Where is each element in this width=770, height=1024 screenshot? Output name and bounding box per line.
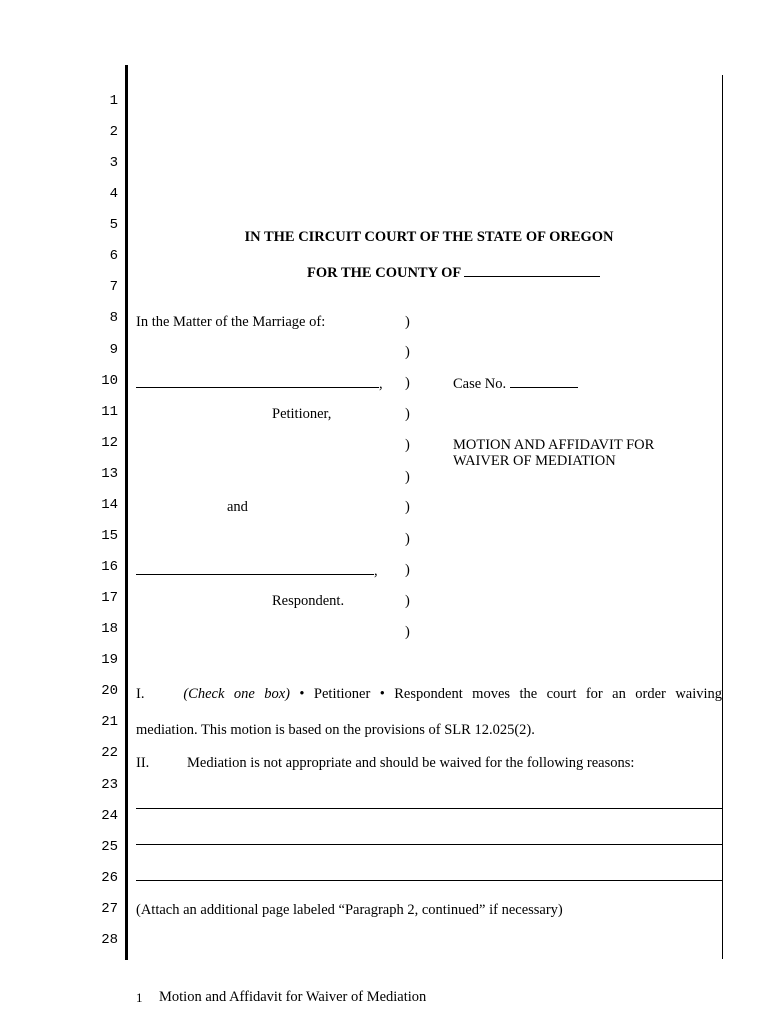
- petitioner-name-blank[interactable]: [136, 375, 379, 388]
- line-number: 16: [101, 559, 118, 576]
- respondent-name-line: [136, 562, 378, 579]
- line-number: 11: [101, 403, 118, 420]
- case-no-label: Case No.: [453, 376, 507, 392]
- court-title: IN THE CIRCUIT COURT OF THE STATE OF OREGON: [244, 229, 614, 245]
- caption-paren: ): [405, 624, 410, 640]
- line-number: 12: [101, 434, 118, 451]
- line-number: 15: [101, 527, 118, 544]
- caption-paren: ): [405, 375, 410, 391]
- line-number: 7: [109, 279, 118, 296]
- line-number: 2: [109, 124, 118, 141]
- line-number: 8: [109, 310, 118, 327]
- caption-paren: ): [405, 531, 410, 547]
- line-number: 28: [101, 931, 118, 948]
- paragraph-1-line1: [136, 686, 722, 702]
- line-number: 27: [101, 900, 118, 917]
- option-petitioner: Petitioner: [313, 686, 371, 702]
- line-number: 10: [101, 372, 118, 389]
- line-number: 23: [101, 776, 118, 793]
- line-number: 24: [101, 807, 118, 824]
- footer-page-number: 1: [136, 990, 143, 1005]
- caption-paren: ): [405, 344, 410, 360]
- case-number-line: [453, 375, 578, 392]
- respondent-label: Respondent.: [272, 593, 345, 609]
- caption-paren: ): [405, 437, 410, 453]
- para1-instruction: (Check one box): [183, 686, 290, 702]
- line-number: 3: [109, 155, 118, 172]
- caption-paren: ): [405, 593, 410, 609]
- comma: ,: [374, 563, 378, 579]
- county-line: [307, 264, 600, 281]
- caption-paren: ): [405, 562, 410, 578]
- line-number: 25: [101, 838, 118, 855]
- line-number: 5: [109, 217, 118, 234]
- respondent-name-blank[interactable]: [136, 562, 374, 575]
- line-number: 6: [109, 248, 118, 265]
- right-margin-rule: [722, 75, 723, 959]
- line-number: 19: [101, 652, 118, 669]
- line-number: 13: [101, 465, 118, 482]
- checkbox-respondent[interactable]: •: [379, 686, 385, 702]
- caption-paren: ): [405, 469, 410, 485]
- line-number: 18: [101, 621, 118, 638]
- para2-number: II.: [136, 755, 150, 771]
- paragraph-1-line2: mediation. This motion is based on the provisions of SLR 12.025(2).: [136, 722, 535, 738]
- para2-text: Mediation is not appropriate and should be waived for the following reasons:: [187, 755, 635, 771]
- line-number: 20: [101, 683, 118, 700]
- county-label: FOR THE COUNTY OF: [307, 265, 461, 281]
- caption-paren: ): [405, 406, 410, 422]
- line-number: 21: [101, 714, 118, 731]
- reason-line-2[interactable]: [136, 844, 723, 845]
- line-number: 4: [109, 186, 118, 203]
- reason-line-1[interactable]: [136, 808, 723, 809]
- footer-title: Motion and Affidavit for Waiver of Mediation: [159, 989, 427, 1005]
- line-number: 1: [109, 93, 118, 109]
- petitioner-name-line: [136, 375, 383, 392]
- line-number: 17: [101, 590, 118, 607]
- line-number: 26: [101, 869, 118, 886]
- left-margin-rule: [125, 65, 128, 960]
- matter-label: In the Matter of the Marriage of:: [136, 314, 326, 330]
- para1-number: I.: [136, 686, 145, 702]
- attach-note: (Attach an additional page labeled “Paragraph 2, continued” if necessary): [136, 902, 563, 918]
- reason-line-3[interactable]: [136, 880, 723, 881]
- para1-rest: moves the court for an order waiving: [472, 686, 723, 702]
- doc-title-line2: WAIVER OF MEDIATION: [453, 453, 616, 469]
- comma: ,: [379, 376, 383, 392]
- county-blank[interactable]: [464, 264, 600, 277]
- option-respondent: Respondent: [394, 686, 463, 702]
- case-no-blank[interactable]: [510, 375, 578, 388]
- petitioner-label: Petitioner,: [272, 406, 332, 422]
- checkbox-petitioner[interactable]: •: [299, 686, 305, 702]
- caption-paren: ): [405, 499, 410, 515]
- and-label: and: [227, 499, 248, 515]
- line-number: 9: [109, 341, 118, 358]
- line-number: 14: [101, 496, 118, 513]
- line-number: 22: [101, 745, 118, 762]
- doc-title-line1: MOTION AND AFFIDAVIT FOR: [453, 437, 655, 453]
- caption-paren: ): [405, 314, 410, 330]
